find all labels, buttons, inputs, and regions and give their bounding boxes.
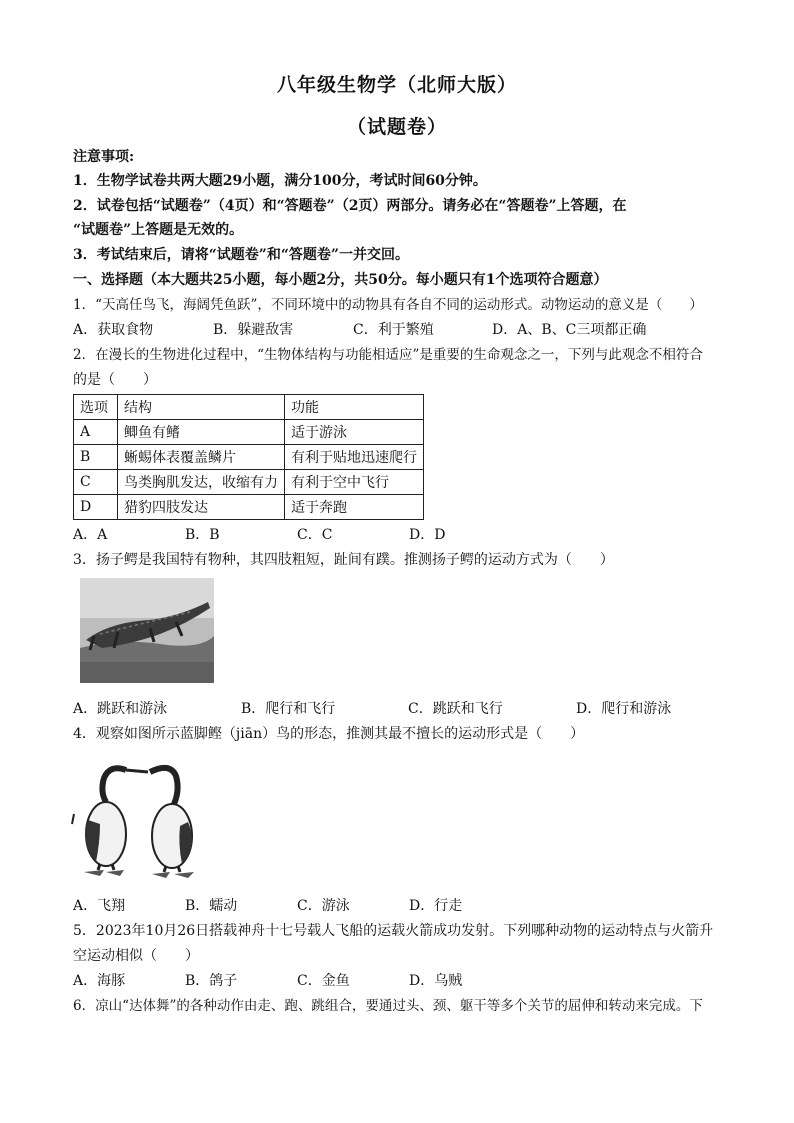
alligator-photo (80, 578, 214, 683)
option-b: B．B (185, 527, 220, 543)
table-cell: 猎豹四肢发达 (118, 495, 285, 520)
question-2-stem: 2．在漫长的生物进化过程中，“生物体结构与功能相适应”是重要的生命观念之一，下列与此观念不相符合 (73, 347, 703, 363)
table-cell: 适于游泳 (285, 420, 424, 445)
option-b: B．鸽子 (185, 973, 238, 989)
note-item: 1．生物学试卷共两大题29小题，满分100分，考试时间60分钟。 (73, 173, 487, 189)
table-cell: C (74, 470, 118, 495)
question-3-stem: 3．扬子鳄是我国特有物种，其四肢粗短，趾间有蹼。推测扬子鳄的运动方式为（ ） (73, 552, 614, 568)
question-1-stem: 1．“天高任鸟飞，海阔凭鱼跃”，不同环境中的动物具有各自不同的运动形式。动物运动的意义是（ ） (73, 297, 703, 313)
note-item: “试题卷”上答题是无效的。 (73, 222, 244, 238)
table-cell: 蜥蜴体表覆盖鳞片 (118, 445, 285, 470)
question-2-stem-cont: 的是（ ） (73, 372, 157, 388)
notes-heading: 注意事项: (73, 149, 135, 165)
exam-subtitle: （试题卷） (346, 116, 447, 138)
table-cell: B (74, 445, 118, 470)
question-5-stem: 5．2023年10月26日搭载神舟十七号载人飞船的运载火箭成功发射。下列哪种动物的运动特点与火箭升 (73, 923, 714, 939)
option-b: B．躲避敌害 (213, 322, 294, 338)
option-d: D．A、B、C三项都正确 (492, 322, 647, 338)
table-row (74, 445, 424, 470)
option-b: B．蠕动 (185, 898, 238, 914)
option-d: D．D (409, 527, 446, 543)
section-heading: 一、选择题（本大题共25小题，每小题2分，共50分。每小题只有1个选项符合题意） (73, 272, 608, 288)
table-cell: 鸟类胸肌发达，收缩有力 (118, 470, 285, 495)
table-cell: 有利于空中飞行 (285, 470, 424, 495)
table-header-cell: 功能 (285, 395, 424, 420)
question-4-stem: 4．观察如图所示蓝脚鲣（jiān）鸟的形态，推测其最不擅长的运动形式是（ ） (73, 726, 585, 742)
option-c: C．游泳 (297, 898, 350, 914)
option-c: C．金鱼 (297, 973, 350, 989)
option-a: A．海豚 (73, 973, 126, 989)
note-item: 3．考试结束后，请将“试题卷”和“答题卷”一并交回。 (73, 247, 409, 263)
option-d: D．行走 (409, 898, 463, 914)
option-b: B．爬行和飞行 (241, 701, 336, 717)
table-row (74, 420, 424, 445)
option-a: A．获取食物 (73, 322, 154, 338)
table-cell: 适于奔跑 (285, 495, 424, 520)
option-a: A．跳跃和游泳 (73, 701, 168, 717)
question-5-stem-cont: 空运动相似（ ） (73, 948, 199, 964)
table-header-cell: 选项 (74, 395, 118, 420)
option-c: C．跳跃和飞行 (408, 701, 503, 717)
question-6-stem: 6．凉山“达体舞”的各种动作由走、跑、跳组合，要通过头、颈、躯干等多个关节的屈伸和转动来完成。下 (73, 998, 703, 1014)
table-cell: A (74, 420, 118, 445)
table-header-row (74, 395, 424, 420)
table-cell: 鲫鱼有鳍 (118, 420, 285, 445)
table-cell: 有利于贴地迅速爬行 (285, 445, 424, 470)
table-row (74, 470, 424, 495)
table-row (74, 495, 424, 520)
table-header-cell: 结构 (118, 395, 285, 420)
note-item: 2．试卷包括“试题卷”（4页）和“答题卷”（2页）两部分。请务必在“答题卷”上答题，在 (73, 198, 627, 214)
option-d: D．乌贼 (409, 973, 463, 989)
exam-title: 八年级生物学（北师大版） (276, 74, 517, 96)
table-cell: D (74, 495, 118, 520)
option-c: C．利于繁殖 (353, 322, 434, 338)
question-2-table (73, 394, 424, 520)
option-a: A．飞翔 (73, 898, 126, 914)
option-d: D．爬行和游泳 (576, 701, 672, 717)
blue-footed-booby-illustration (70, 758, 215, 883)
option-c: C．C (297, 527, 333, 543)
option-a: A．A (73, 527, 108, 543)
